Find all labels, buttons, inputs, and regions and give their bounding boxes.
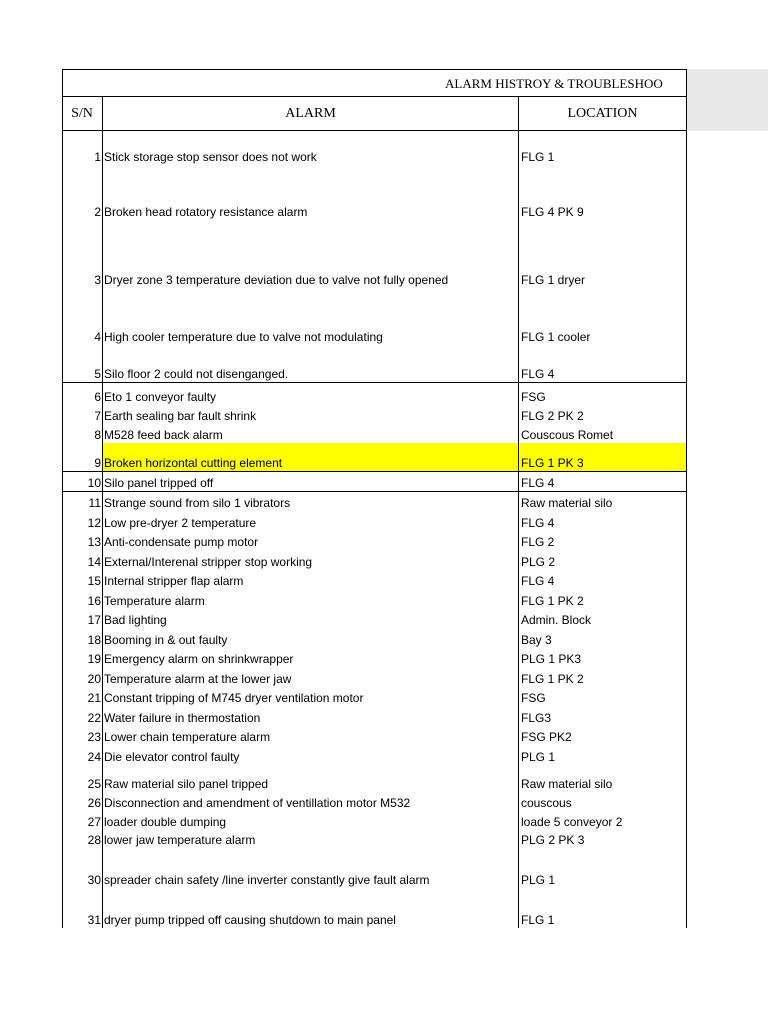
header-alarm: ALARM bbox=[103, 97, 519, 131]
row-alarm-cell: spreader chain safety /line inverter constantly give fault alarm bbox=[103, 848, 519, 888]
row-alarm-cell: Dryer zone 3 temperature deviation due to valve not fully opened bbox=[103, 220, 519, 288]
row-location-cell: FLG 1 PK 3 bbox=[519, 443, 687, 472]
row-sn-cell: 14 bbox=[63, 550, 103, 570]
row-location-cell: PLG 2 PK 3 bbox=[519, 830, 687, 848]
table-row bbox=[63, 131, 687, 165]
table-row bbox=[63, 811, 687, 830]
row-sn-cell: 19 bbox=[63, 648, 103, 667]
row-sn-cell: 17 bbox=[63, 609, 103, 628]
row-location-cell: FLG 1 dryer bbox=[519, 220, 687, 288]
row-alarm-cell: Silo floor 2 could not disenganged. bbox=[103, 345, 519, 383]
row-sn-cell: 5 bbox=[63, 345, 103, 383]
header-sn: S/N bbox=[63, 97, 103, 131]
row-alarm-cell: Broken horizontal cutting element bbox=[103, 443, 519, 472]
table-row bbox=[63, 220, 687, 288]
row-sn-cell: 1 bbox=[63, 131, 103, 165]
row-alarm-cell: Broken head rotatory resistance alarm bbox=[103, 165, 519, 220]
row-location-cell: FLG 1 PK 2 bbox=[519, 589, 687, 609]
row-alarm-cell: Emergency alarm on shrinkwrapper bbox=[103, 648, 519, 667]
row-sn-cell: 8 bbox=[63, 424, 103, 443]
table-row bbox=[63, 765, 687, 792]
row-location-cell: couscous bbox=[519, 792, 687, 811]
row-location-cell: Admin. Block bbox=[519, 609, 687, 628]
row-sn-cell: 2 bbox=[63, 165, 103, 220]
header-row bbox=[63, 97, 687, 131]
row-sn-cell: 31 bbox=[63, 888, 103, 928]
row-sn-cell: 24 bbox=[63, 745, 103, 765]
table-row bbox=[63, 531, 687, 550]
row-sn-cell: 12 bbox=[63, 511, 103, 531]
row-alarm-cell: Water failure in thermostation bbox=[103, 706, 519, 726]
row-location-cell: Bay 3 bbox=[519, 628, 687, 648]
row-alarm-cell: Temperature alarm bbox=[103, 589, 519, 609]
sheet-title-cell bbox=[63, 70, 687, 97]
row-sn-cell: 6 bbox=[63, 383, 103, 405]
row-sn-cell: 21 bbox=[63, 687, 103, 706]
table-row bbox=[63, 570, 687, 589]
table-row bbox=[63, 511, 687, 531]
header-location: LOCATION bbox=[519, 97, 687, 131]
table-row bbox=[63, 687, 687, 706]
row-location-cell: FLG 1 bbox=[519, 131, 687, 165]
table-row bbox=[63, 424, 687, 443]
row-location-cell: FLG 4 bbox=[519, 472, 687, 492]
row-location-cell: PLG 1 bbox=[519, 848, 687, 888]
row-location-cell: FLG 2 bbox=[519, 531, 687, 550]
row-sn-cell: 11 bbox=[63, 492, 103, 511]
row-sn-cell: 22 bbox=[63, 706, 103, 726]
table-row bbox=[63, 472, 687, 492]
row-alarm-cell: Temperature alarm at the lower jaw bbox=[103, 667, 519, 687]
row-sn-cell: 30 bbox=[63, 848, 103, 888]
table-row bbox=[63, 628, 687, 648]
table-row bbox=[63, 830, 687, 848]
table-row bbox=[63, 792, 687, 811]
row-location-cell: FLG 4 bbox=[519, 345, 687, 383]
row-location-cell: Raw material silo bbox=[519, 492, 687, 511]
table-row bbox=[63, 745, 687, 765]
row-alarm-cell: Stick storage stop sensor does not work bbox=[103, 131, 519, 165]
alarm-history-table bbox=[62, 69, 687, 928]
row-alarm-cell: External/Interenal stripper stop working bbox=[103, 550, 519, 570]
row-alarm-cell: Disconnection and amendment of ventillation motor M532 bbox=[103, 792, 519, 811]
row-location-cell: FLG 1 bbox=[519, 888, 687, 928]
row-sn-cell: 15 bbox=[63, 570, 103, 589]
row-alarm-cell: M528 feed back alarm bbox=[103, 424, 519, 443]
table-row bbox=[63, 492, 687, 511]
row-alarm-cell: Lower chain temperature alarm bbox=[103, 726, 519, 745]
row-location-cell: FLG 2 PK 2 bbox=[519, 405, 687, 424]
row-sn-cell: 16 bbox=[63, 589, 103, 609]
table-row bbox=[63, 848, 687, 888]
table-row bbox=[63, 550, 687, 570]
row-alarm-cell: High cooler temperature due to valve not modulating bbox=[103, 288, 519, 345]
row-sn-cell: 23 bbox=[63, 726, 103, 745]
row-alarm-cell: Anti-condensate pump motor bbox=[103, 531, 519, 550]
row-alarm-cell: lower jaw temperature alarm bbox=[103, 830, 519, 848]
row-alarm-cell: Earth sealing bar fault shrink bbox=[103, 405, 519, 424]
row-alarm-cell: Raw material silo panel tripped bbox=[103, 765, 519, 792]
row-location-cell: FLG 1 cooler bbox=[519, 288, 687, 345]
table-row bbox=[63, 888, 687, 928]
row-location-cell: loade 5 conveyor 2 bbox=[519, 811, 687, 830]
row-location-cell: FLG 4 PK 9 bbox=[519, 165, 687, 220]
table-row bbox=[63, 589, 687, 609]
row-location-cell: PLG 1 bbox=[519, 745, 687, 765]
table-row bbox=[63, 345, 687, 383]
table-row bbox=[63, 648, 687, 667]
row-location-cell: Couscous Romet bbox=[519, 424, 687, 443]
row-alarm-cell: Internal stripper flap alarm bbox=[103, 570, 519, 589]
row-location-cell: FSG bbox=[519, 383, 687, 405]
row-sn-cell: 20 bbox=[63, 667, 103, 687]
row-alarm-cell: dryer pump tripped off causing shutdown to main panel bbox=[103, 888, 519, 928]
row-location-cell: FSG PK2 bbox=[519, 726, 687, 745]
row-alarm-cell: Booming in & out faulty bbox=[103, 628, 519, 648]
row-sn-cell: 3 bbox=[63, 220, 103, 288]
table-row bbox=[63, 405, 687, 424]
row-location-cell: Raw material silo bbox=[519, 765, 687, 792]
grey-margin-strip bbox=[686, 69, 768, 131]
row-sn-cell: 28 bbox=[63, 830, 103, 848]
row-alarm-cell: Bad lighting bbox=[103, 609, 519, 628]
row-location-cell: FSG bbox=[519, 687, 687, 706]
table-row bbox=[63, 609, 687, 628]
table-row bbox=[63, 726, 687, 745]
row-alarm-cell: Silo panel tripped off bbox=[103, 472, 519, 492]
sheet-title: ALARM HISTROY & TROUBLESHOO bbox=[445, 75, 663, 91]
row-alarm-cell: Strange sound from silo 1 vibrators bbox=[103, 492, 519, 511]
row-alarm-cell: Constant tripping of M745 dryer ventilation motor bbox=[103, 687, 519, 706]
row-alarm-cell: Low pre-dryer 2 temperature bbox=[103, 511, 519, 531]
row-location-cell: PLG 1 PK3 bbox=[519, 648, 687, 667]
row-alarm-cell: Die elevator control faulty bbox=[103, 745, 519, 765]
row-sn-cell: 18 bbox=[63, 628, 103, 648]
row-location-cell: FLG 1 PK 2 bbox=[519, 667, 687, 687]
table-row bbox=[63, 667, 687, 687]
table-row bbox=[63, 165, 687, 220]
table-row bbox=[63, 288, 687, 345]
row-sn-cell: 4 bbox=[63, 288, 103, 345]
row-location-cell: PLG 2 bbox=[519, 550, 687, 570]
row-sn-cell: 7 bbox=[63, 405, 103, 424]
title-row bbox=[63, 70, 687, 97]
table-row bbox=[63, 443, 687, 472]
row-alarm-cell: loader double dumping bbox=[103, 811, 519, 830]
row-sn-cell: 25 bbox=[63, 765, 103, 792]
table-row bbox=[63, 706, 687, 726]
row-sn-cell: 27 bbox=[63, 811, 103, 830]
row-location-cell: FLG 4 bbox=[519, 511, 687, 531]
row-alarm-cell: Eto 1 conveyor faulty bbox=[103, 383, 519, 405]
table-row bbox=[63, 383, 687, 405]
row-sn-cell: 26 bbox=[63, 792, 103, 811]
row-sn-cell: 9 bbox=[63, 443, 103, 472]
row-location-cell: FLG3 bbox=[519, 706, 687, 726]
row-sn-cell: 10 bbox=[63, 472, 103, 492]
row-sn-cell: 13 bbox=[63, 531, 103, 550]
row-location-cell: FLG 4 bbox=[519, 570, 687, 589]
